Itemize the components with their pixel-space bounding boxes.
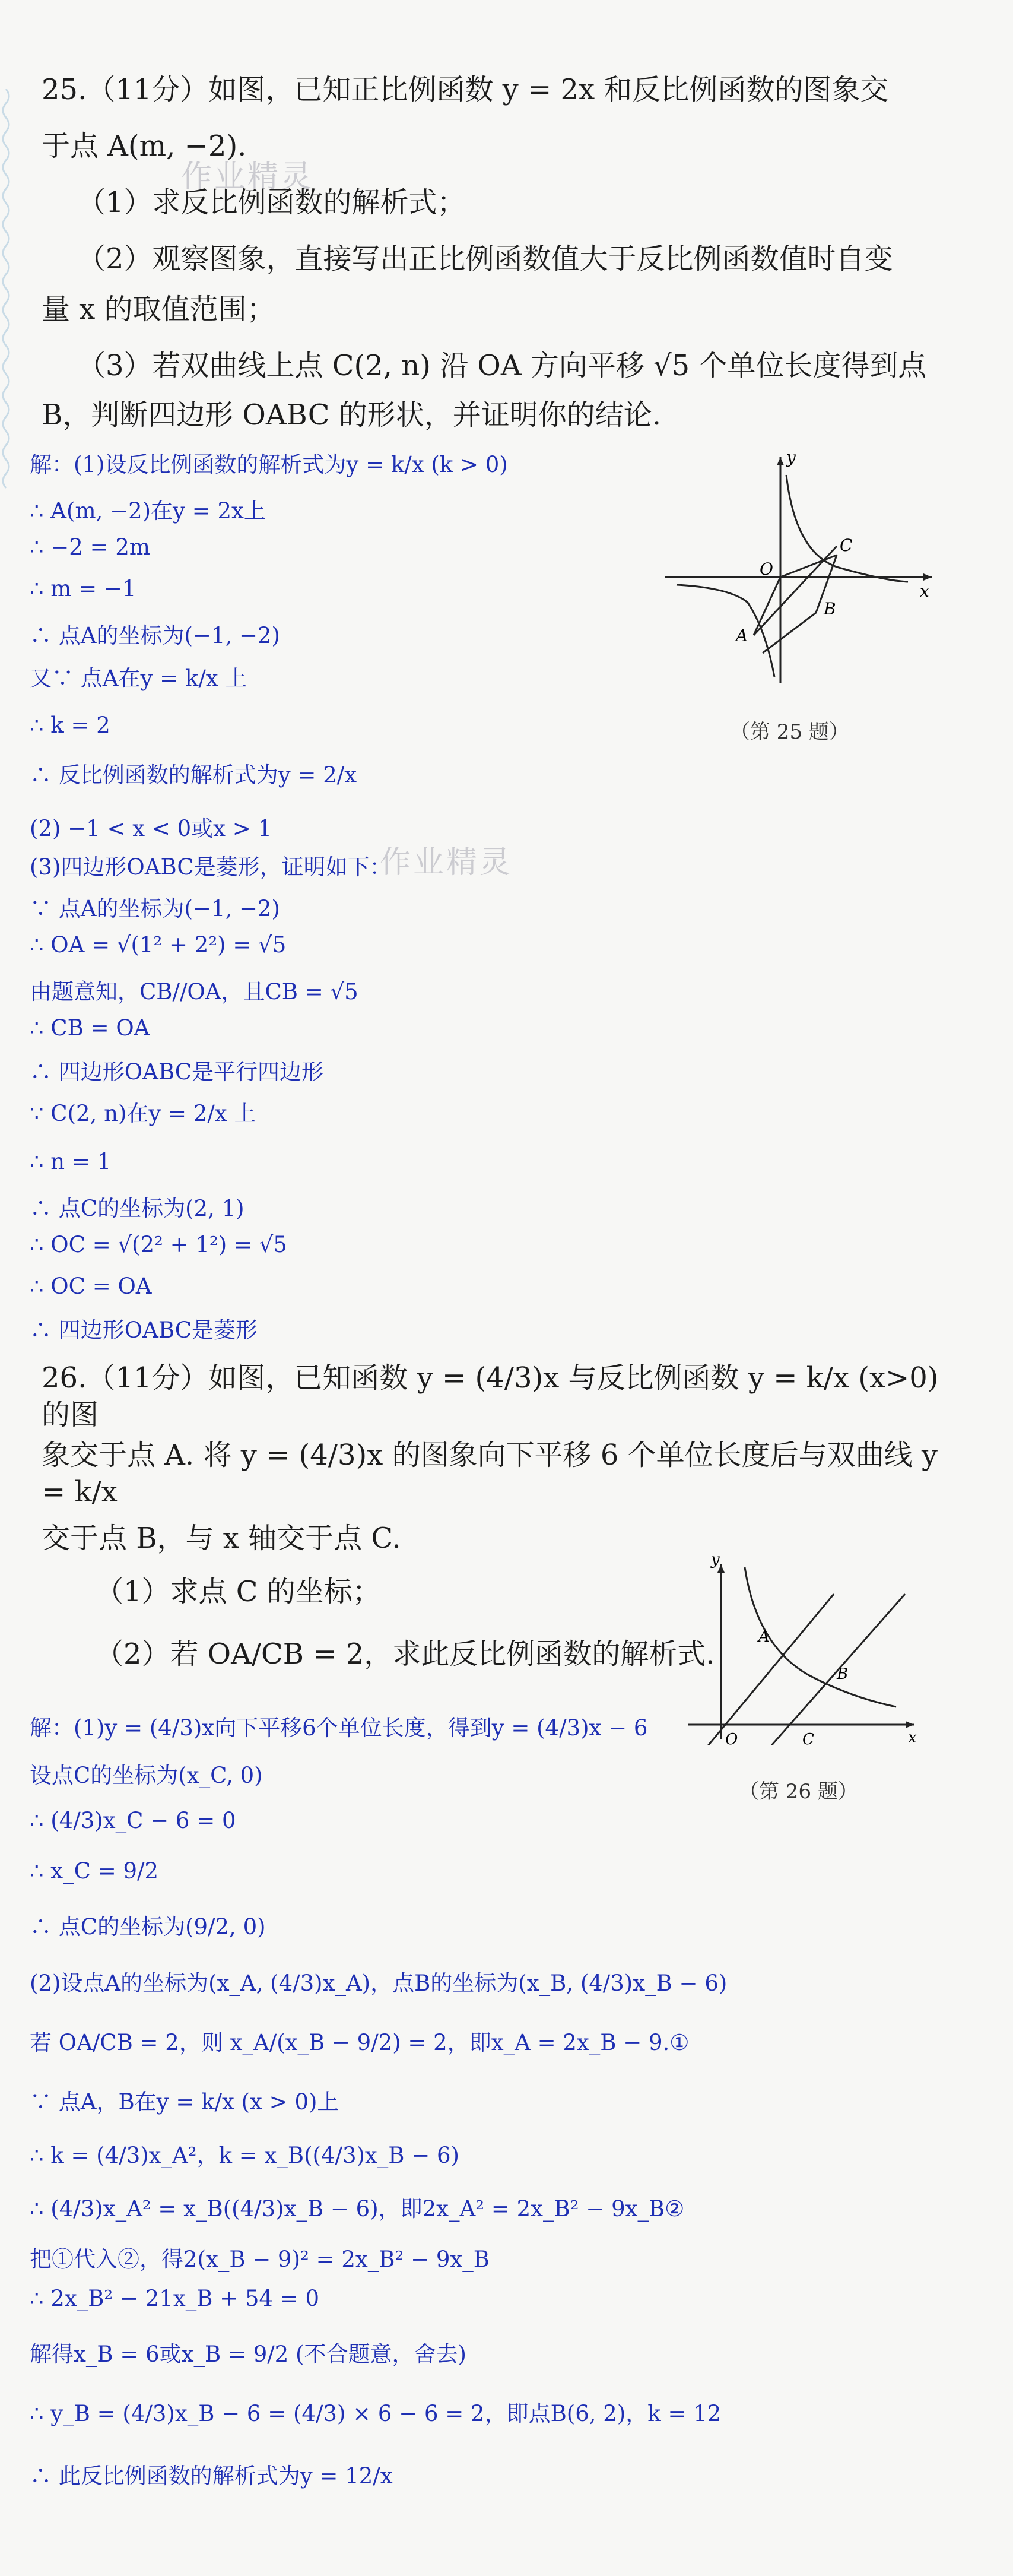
q26-line-3: 交于点 B，与 x 轴交于点 C. [42,1522,401,1555]
q25-line-7: B，判断四边形 OABC 的形状，并证明你的结论. [42,398,661,432]
sol26-line: ∴ (4/3)x_A² = x_B((4/3)x_B − 6)，即2x_A² = 2x_B² − 9x_B② [30,2196,685,2222]
sol25-line: ∴ A(m, −2)在y = 2x上 [30,498,266,524]
sol26-line: ∴ (4/3)x_C − 6 = 0 [30,1808,236,1833]
fig25-label-b: B [824,599,836,619]
fig26-label-a: A [758,1628,770,1646]
q25-line-4: （2）观察图象，直接写出正比例函数值大于反比例函数值时自变 [77,242,893,275]
sol25-line: ∴ n = 1 [30,1149,112,1174]
fig26-label-x: x [908,1729,917,1745]
sol26-line: ∴ x_C = 9/2 [30,1858,159,1884]
sol26-line: ∴ y_B = (4/3)x_B − 6 = (4/3) × 6 − 6 = 2，即点B(6, 2)，k = 12 [30,2401,722,2426]
figure-25-caption: （第 25 题） [730,720,849,744]
q25-line-3: （1）求反比例函数的解析式； [77,186,466,219]
sol25-line: ∴ 四边形OABC是平行四边形 [30,1059,324,1085]
sol26-line: 若 OA/CB = 2，则 x_A/(x_B − 9/2) = 2，即x_A = 2x_B − 9.① [30,2030,690,2055]
fig26-label-b: B [837,1665,849,1683]
page-edge-decoration [0,89,20,505]
sol26-line: ∴ k = (4/3)x_A²，k = x_B((4/3)x_B − 6) [30,2143,459,2168]
fig25-label-o: O [760,559,773,579]
sol26-line: ∴ 此反比例函数的解析式为y = 12/x [30,2463,393,2489]
sol25-line: ∴ CB = OA [30,1015,150,1041]
figure-26-caption: （第 26 题） [739,1780,858,1804]
sol25-line: ∴ m = −1 [30,576,136,601]
sol25-line: (3)四边形OABC是菱形，证明如下： [30,854,392,880]
sol26-line: 解：(1)y = (4/3)x向下平移6个单位长度，得到y = (4/3)x − 6 [30,1715,648,1741]
sol26-line: ∴ 点C的坐标为(9/2, 0) [30,1914,266,1940]
sol25-line: 解：(1)设反比例函数的解析式为y = k/x (k > 0) [30,452,508,477]
sol25-line: ∴ −2 = 2m [30,534,150,560]
sol25-line: ∵ 点A的坐标为(−1, −2) [30,896,280,921]
sol25-line: ∴ 点A的坐标为(−1, −2) [30,623,280,648]
sol25-line: ∴ OC = OA [30,1273,152,1299]
fig26-label-y: y [711,1551,720,1569]
sol26-line: 把①代入②，得2(x_B − 9)² = 2x_B² − 9x_B [30,2247,490,2272]
fig25-label-c: C [840,536,853,555]
q26-line-2: 象交于点 A. 将 y = (4/3)x 的图象向下平移 6 个单位长度后与双曲线 y = k/x [42,1438,938,1509]
sol25-line: ∴ OA = √(1² + 2²) = √5 [30,932,287,958]
sol25-line: ∵ C(2, n)在y = 2/x 上 [30,1101,256,1126]
sol25-line: (2) −1 < x < 0或x > 1 [30,816,272,841]
sol25-line: ∴ 点C的坐标为(2, 1) [30,1196,244,1221]
sol26-line: ∴ 2x_B² − 21x_B + 54 = 0 [30,2286,320,2311]
fig25-label-y: y [786,448,796,467]
fig25-label-a: A [736,626,748,645]
watermark: 作业精灵 [181,159,315,195]
sol25-line: ∴ k = 2 [30,712,110,738]
figure-25 [659,439,944,689]
sol26-line: 设点C的坐标为(x_C, 0) [30,1763,263,1788]
sol26-line: ∵ 点A，B在y = k/x (x > 0)上 [30,2089,339,2115]
watermark: 作业精灵 [380,845,513,880]
figure-26 [671,1550,932,1745]
fig26-label-o: O [725,1731,738,1745]
q26-line-1: 26.（11分）如图，已知函数 y = (4/3)x 与反比例函数 y = k/x (x>0) 的图 [42,1361,939,1432]
sol25-line: 又∵ 点A在y = k/x 上 [30,666,247,691]
sol26-line: (2)设点A的坐标为(x_A, (4/3)x_A)，点B的坐标为(x_B, (4/3)x_B − 6) [30,1970,728,1996]
q25-line-2: 于点 A(m, −2). [42,129,247,163]
fig26-label-c: C [802,1731,814,1745]
sol25-line: ∴ 四边形OABC是菱形 [30,1317,258,1343]
q26-line-4: （1）求点 C 的坐标； [95,1575,381,1608]
sol25-line: ∴ 反比例函数的解析式为y = 2/x [30,762,357,788]
sol25-line: ∴ OC = √(2² + 1²) = √5 [30,1232,287,1257]
sol26-line: 解得x_B = 6或x_B = 9/2 (不合题意，舍去) [30,2341,466,2367]
q25-line-5: 量 x 的取值范围； [42,293,275,326]
q26-line-5: （2）若 OA/CB = 2，求此反比例函数的解析式. [95,1637,715,1671]
q25-line-1: 25.（11分）如图，已知正比例函数 y = 2x 和反比例函数的图象交 [42,73,889,106]
q25-line-6: （3）若双曲线上点 C(2, n) 沿 OA 方向平移 √5 个单位长度得到点 [77,349,927,382]
fig25-label-x: x [920,581,929,601]
sol25-line: 由题意知，CB//OA，且CB = √5 [30,979,358,1005]
